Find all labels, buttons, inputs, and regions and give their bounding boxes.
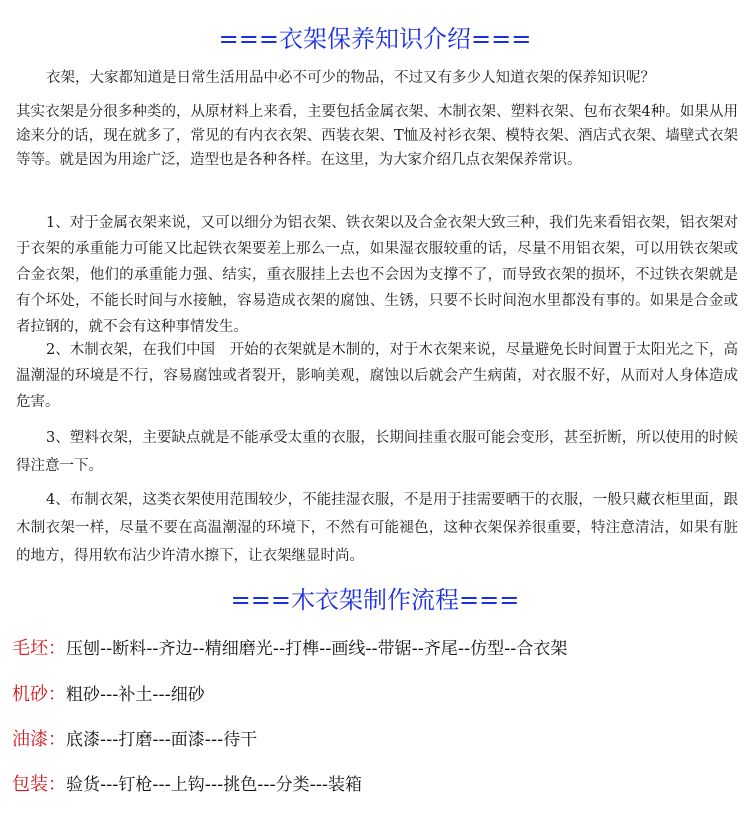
process-label: 机砂： — [12, 684, 66, 705]
process-steps: 粗砂---补土---细砂 — [66, 685, 205, 705]
section-title-process: ===木衣架制作流程=== — [230, 586, 520, 614]
types-paragraph: 其实衣架是分很多种类的，从原材料上来看，主要包括金属衣架、木制衣架、塑料衣架、包布衣架4种。如果从用途来分的话，现在就多了，常见的有内衣衣架、西装衣架、T恤及衬衫衣架、模特衣架、酒店式衣架、墙壁式衣架等等。就是因为用途广泛，造型也是各种各样。在这里，为大家介绍几点衣架保养常识。 — [16, 104, 738, 168]
care-item-wood: 2、木制衣架，在我们中国 开始的衣架就是木制的，对于木衣架来说，尽量避免长时间置于太阳光之下，高温潮湿的环境是不行，容易腐蚀或者裂开，影响美观，腐蚀以后就会产生病菌，对衣服不好，从而对人身体造成危害。 — [16, 342, 738, 410]
process-steps: 底漆---打磨---面漆---待干 — [66, 730, 258, 750]
process-steps: 验货---钉枪---上钩---挑色---分类---装箱 — [66, 775, 363, 795]
intro-paragraph: 衣架，大家都知道是日常生活用品中必不可少的物品，不过又有多少人知道衣架的保养知识呢？ — [46, 70, 655, 86]
process-label: 油漆： — [12, 729, 66, 750]
process-steps: 压刨--断料--齐边--精细磨光--打榫--画线--带锯--齐尾--仿型--合衣架 — [66, 639, 568, 659]
care-item-cloth: 4、布制衣架，这类衣架使用范围较少，不能挂湿衣服，不是用于挂需要晒干的衣服，一般只藏衣柜里面，跟木制衣架一样，尽量不要在高温潮湿的环境下，不然有可能褪色，这种衣架保养很重要，特注意清洁，如果有脏的地方，得用软布沾少许清水擦下，让衣架继显时尚。 — [16, 492, 738, 564]
process-row-packing — [12, 772, 742, 798]
process-label: 包装： — [12, 774, 66, 795]
care-item-metal: 1、对于金属衣架来说，又可以细分为铝衣架、铁衣架以及合金衣架大致三种，我们先来看铝衣架，铝衣架对于衣架的承重能力可能又比起铁衣架要差上那么一点，如果湿衣服较重的话，尽量不用铝衣架，可以用铁衣架或合金衣架，他们的承重能力强、结实，重衣服挂上去也不会因为支撑不了，而导致衣架的损坏，不过铁衣架就是有个坏处，不能长时间与水接触，容易造成衣架的腐蚀、生锈，只要不长时间泡水里都没有事的。如果是合金或者拉钢的，就不会有这种事情发生。 — [16, 215, 738, 335]
care-item-plastic: 3、塑料衣架，主要缺点就是不能承受太重的衣服，长期间挂重衣服可能会变形，甚至折断，所以使用的时候得注意一下。 — [16, 430, 738, 474]
process-row-painting — [12, 727, 742, 753]
section-title-care: ===衣架保养知识介绍=== — [218, 25, 532, 53]
process-row-blank — [12, 636, 742, 662]
process-row-sanding — [12, 682, 742, 708]
process-label: 毛坯： — [12, 638, 66, 659]
